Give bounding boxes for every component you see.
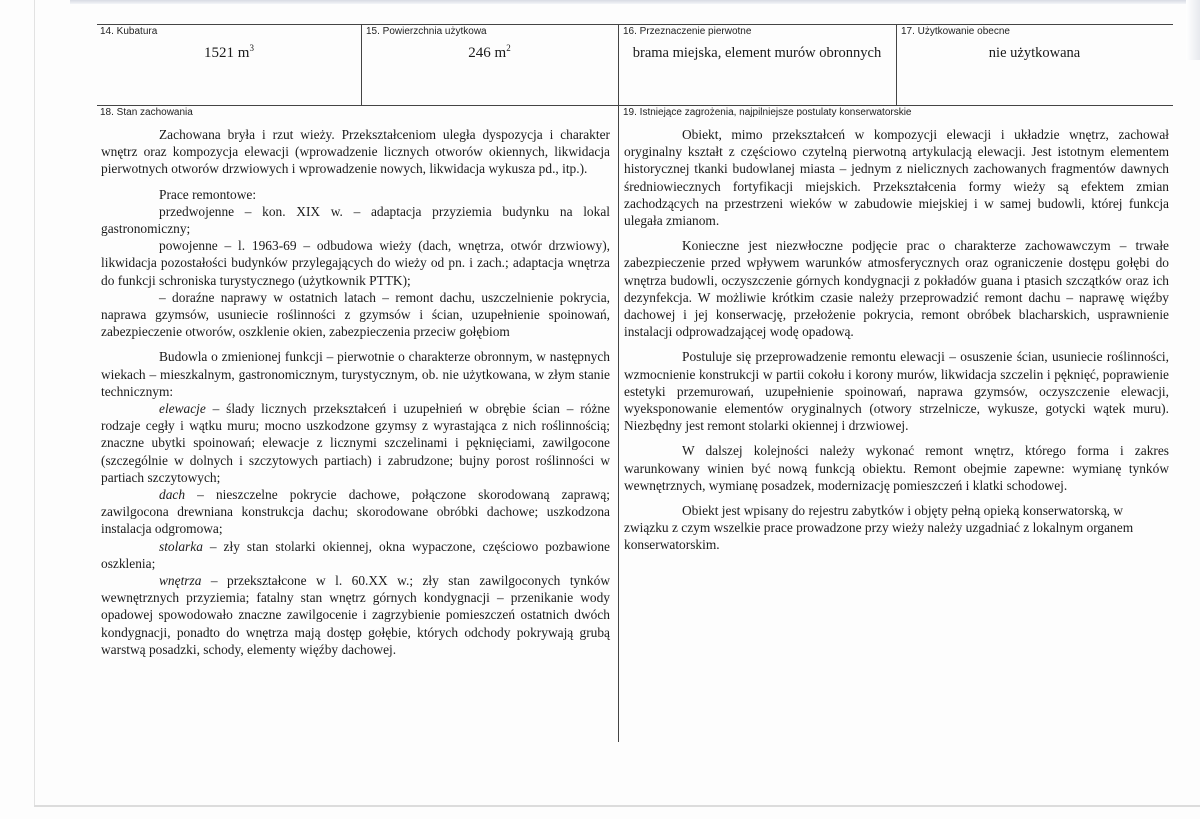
threats-paragraph-5: Obiekt jest wpisany do rejestru zabytków i objęty pełną opieką konserwatorską, w związku z czym wszelkie prace prowadzone przy wieży należy uzgadniać z lokalnym organem konserwatorskim. bbox=[624, 503, 1134, 553]
row-divider bbox=[97, 105, 1173, 106]
condition-desc: – nieszczelne pokrycie dachowe, połączone skorodowaną zaprawą; zawilgocona drewniana konstrukcja dachu; skorodowane obróbki dachowe; uszkodzona instalacja odgromowa; bbox=[101, 487, 610, 537]
threats-paragraph-1: Obiekt, mimo przekształceń w kompozycji elewacji i układzie wnętrz, zachował oryginalny kształt z częściowo czytelną pierwotną artykulacją elewacji. Jest istotnym elementem historycznej tkanki budowlanej miasta – jednym z nielicznych zachowanych fragmentów dawnych średniowiecznych fortyfikacji miejskich. Przekształcenia formy wieży są efektem zmian zachodzących na przestrzeni wieków w zabudowie miejskiej i w samej budowli, której funkcja ulegała zmianom. bbox=[624, 127, 1169, 229]
field-19-text bbox=[624, 126, 1169, 562]
area-unit-exponent: 2 bbox=[506, 43, 511, 53]
condition-term: dach bbox=[159, 487, 186, 503]
page-frame-left bbox=[34, 0, 35, 805]
condition-elevations bbox=[101, 400, 610, 486]
col-divider-1 bbox=[361, 24, 362, 105]
field-15-label: 15. Powierzchnia użytkowa bbox=[366, 26, 487, 37]
field-16-value: brama miejska, element murów obronnych bbox=[632, 45, 882, 61]
field-17-value: nie użytkowana bbox=[988, 45, 1081, 61]
renovation-postwar: powojenne – l. 1963-69 – odbudowa wieży (dach, wnętrza, otwór drzwiowy), likwidacja pozostałości budynków przylegających do wieży od pn. i zach.; adaptacja wnętrza do funkcji schroniska turystycznego (użytkownik PTTK); bbox=[101, 238, 610, 288]
condition-term: wnętrza bbox=[159, 573, 202, 589]
field-18-text bbox=[101, 126, 610, 658]
condition-joinery bbox=[101, 538, 610, 572]
volume-value: 1521 m bbox=[204, 45, 250, 61]
col-divider-3 bbox=[896, 24, 897, 105]
field-17-label: 17. Użytkowanie obecne bbox=[901, 26, 1010, 37]
threats-paragraph-2: Konieczne jest niezwłoczne podjęcie prac o charakterze zachowawczym – trwałe zabezpieczenie przed wpływem warunków atmosferycznych oraz ograniczenie dostępu gołębi do wnętrza budowli, oczyszczenie górnych kondygnacji z pokładów guana i ptasich szczątków oraz ich dezynfekcja. W możliwie krótkim czasie należy przeprowadzić remont dachu – naprawę więźby dachowej i jej konserwację, przełożenie pokrycia, remont obróbek blacharskich, usprawnienie instalacji odprowadzającej wodę opadową. bbox=[624, 238, 1169, 340]
col-divider-2 bbox=[618, 24, 619, 742]
renovation-heading: Prace remontowe: bbox=[159, 186, 257, 202]
table-top-border bbox=[97, 24, 1173, 25]
scan-edge-right bbox=[1186, 0, 1200, 60]
technical-state-intro: Budowla o zmienionej funkcji – pierwotnie o charakterze obronnym, w następnych wiekach – mieszkalnym, gastronomicznym, turystycznym, ob. nie użytkowana, w złym stanie technicznym: bbox=[101, 349, 610, 399]
condition-term: stolarka bbox=[159, 538, 203, 554]
renovation-prewar: przedwojenne – kon. XIX w. – adaptacja przyziemia budynku na lokal gastronomiczny; bbox=[101, 203, 610, 237]
threats-paragraph-3: Postuluje się przeprowadzenie remontu elewacji – osuszenie ścian, usuniecie roślinności, wzmocnienie konstrukcji w partii cokołu i korony murów, likwidacja szczelin i pęknięć, poprawienie estetyki przemurowań, uzupełnienie spoinowań, naprawa gzymsów, oczyszczenie elewacji, wyeksponowanie elementów oryginalnych (otwory strzelnicze, wykusze, gotycki wątek muru). Niezbędny jest remont stolarki okiennej i drzwiowej. bbox=[624, 349, 1169, 434]
condition-roof bbox=[101, 486, 610, 538]
condition-desc: – ślady licznych przekształceń i uzupełnień w obrębie ścian – różne rodzaje cegły i wątku muru; mocno uszkodzone gzymsy z wyrastająca z nich roślinnością; znaczne ubytki spoinowań; elewacje z licznymi szczelinami i pęknięciami, zawilgocone (szczególnie w dolnych i szczytowych partiach) i zabrudzone; bujny porost roślinności w partiach szczytowych; bbox=[101, 401, 610, 485]
volume-unit-exponent: 3 bbox=[249, 43, 254, 53]
condition-term: elewacje bbox=[159, 401, 206, 417]
field-14-value bbox=[97, 45, 361, 62]
condition-desc: – zły stan stolarki okiennej, okna wypaczone, częściowo pozbawione oszklenia; bbox=[101, 538, 610, 571]
condition-interiors bbox=[101, 572, 610, 658]
field-15-value bbox=[361, 45, 618, 62]
scan-edge-top bbox=[70, 0, 1200, 4]
threats-paragraph-4: W dalszej kolejności należy wykonać remont wnętrz, którego forma i zakres warunkowany winien być nową funkcją obiektu. Remont obejmie zapewne: wymianę tynków wewnętrznych, wymianę posadzek, modernizację pomieszczeń i klatki schodowej. bbox=[624, 443, 1169, 493]
condition-desc: – przekształcone w l. 60.XX w.; zły stan zawilgoconych tynków wewnętrznych przyziemia; fatalny stan wnętrz górnych kondygnacji – przenikanie wody opadowej spowodowało znaczne zawilgocenie i zagrzybienie pomieszczeń ostatnich dwóch kondygnacji, ponadto do wnętrza mają dostęp gołębie, których odchody pokrywają grubą warstwą posadzki, schody, elementy więźby dachowej. bbox=[101, 573, 610, 657]
area-value: 246 m bbox=[468, 45, 507, 61]
field-14-label: 14. Kubatura bbox=[100, 26, 158, 37]
field-18-label: 18. Stan zachowania bbox=[100, 107, 193, 118]
condition-summary-paragraph: Zachowana bryła i rzut wieży. Przekształceniom uległa dyspozycja i charakter wnętrz oraz kompozycja elewacji (wprowadzenie licznych otworów okiennych, likwidacja pierwotnych otworów drzwiowych i wprowadzenie nowych, likwidacja wykusza pd., itp.). bbox=[101, 127, 610, 177]
page-frame-bottom bbox=[34, 805, 1200, 807]
field-19-label: 19. Istniejące zagrożenia, najpilniejsze postulaty konserwatorskie bbox=[623, 107, 912, 118]
renovation-recent: – doraźne naprawy w ostatnich latach – remont dachu, uszczelnienie pokrycia, naprawa gzymsów, usuniecie roślinności z gzymsów i ścian, uzupełnienie spoinowań, zabezpieczenie otworów, oszklenie okien, zabezpieczenia przeciw gołębiom bbox=[101, 289, 610, 340]
field-16-label: 16. Przeznaczenie pierwotne bbox=[623, 26, 752, 37]
